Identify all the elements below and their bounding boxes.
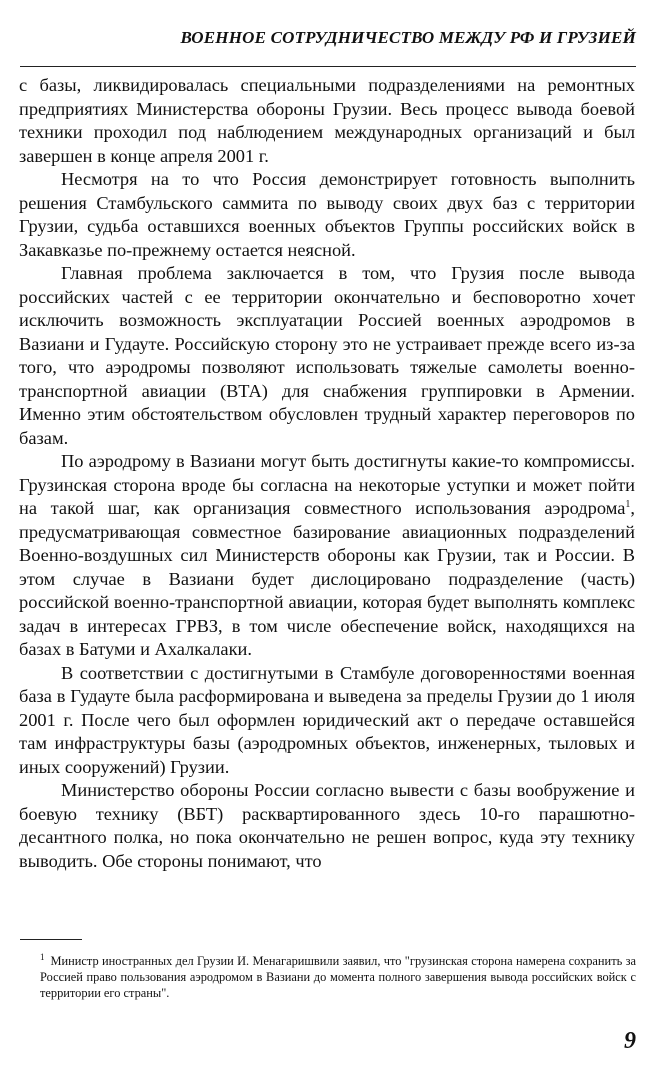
footnote-text: Министр иностранных дел Грузии И. Менагаришвили заявил, что "грузинская сторона намерена сохранить за Россией право пользования аэродромом в Вазиани до момента полного завершения вывода российских войск с территории его страны". [40,954,636,1000]
footnote [40,953,636,1001]
paragraph-1: с базы, ликвидировалась специальными подразделениями на ремонтных предприятиях Министерства обороны Грузии. Весь процесс вывода боевой техники проходил под наблюдением международных организаций и был завершен в конце апреля 2001 г. [19,75,635,166]
footnote-mark: 1 [40,951,45,962]
paragraph-2: Несмотря на то что Россия демонстрирует готовность выполнить решения Стамбульского саммита по выводу своих двух баз с территории Грузии, судьба оставшихся военных объектов Группы российских войск в Закавказье по-прежнему остается неясной. [19,169,635,260]
paragraph-6: Министерство обороны России согласно вывести с базы вообружение и боевую технику (ВБТ) расквартированного здесь 10-го парашютно-десантного полка, но пока окончательно не решен вопрос, куда эту технику выводить. Обе стороны понимают, что [19,780,635,871]
paragraph-3: Главная проблема заключается в том, что Грузия после вывода российских частей с ее территории окончательно и бесповоротно хочет исключить возможность эксплуатации Россией военных аэродромов в Вазиани и Гудауте. Российскую сторону это не устраивает прежде всего из-за того, что аэродромы позволяют использовать тяжелые самолеты военно-транспортной авиации (ВТА) для снабжения группировки в Армении. Именно этим обстоятельством обусловлен трудный характер переговоров по базам. [19,263,635,448]
page-number: 9 [624,1028,636,1054]
body-text [19,74,635,873]
footnote-separator [20,939,82,940]
paragraph-4 [19,450,635,662]
paragraph-4-text-before-ref: По аэродрому в Вазиани могут быть достигнуты какие-то компромиссы. Грузинская сторона вроде бы согласна на некоторые уступки и может пойти на такой шаг, как организация совместного использования аэродрома [19,451,635,518]
running-header: ВОЕННОЕ СОТРУДНИЧЕСТВО МЕЖДУ РФ И ГРУЗИЕЙ [180,28,636,47]
header-rule [20,66,636,67]
footnote-reference: 1 [625,498,631,510]
paragraph-4-text-after-ref: , предусматривающая совместное базирование авиационных подразделений Военно-воздушных сил Министерств обороны как Грузии, так и России. В этом случае в Вазиани будет дислоцировано подразделение (часть) российской военно-транспортной авиации, которая будет выполнять комплекс задач в интересах ГРВЗ, в том числе обеспечение войск, находящихся на базах в Батуми и Ахалкалаки. [19,498,635,659]
paragraph-5: В соответствии с достигнутыми в Стамбуле договоренностями военная база в Гудауте была расформирована и выведена за пределы Грузии до 1 июля 2001 г. После чего был оформлен юридический акт о передаче оставшейся там инфраструктуры базы (аэродромных объектов, инженерных, тыловых и иных сооружений) Грузии. [19,662,635,777]
